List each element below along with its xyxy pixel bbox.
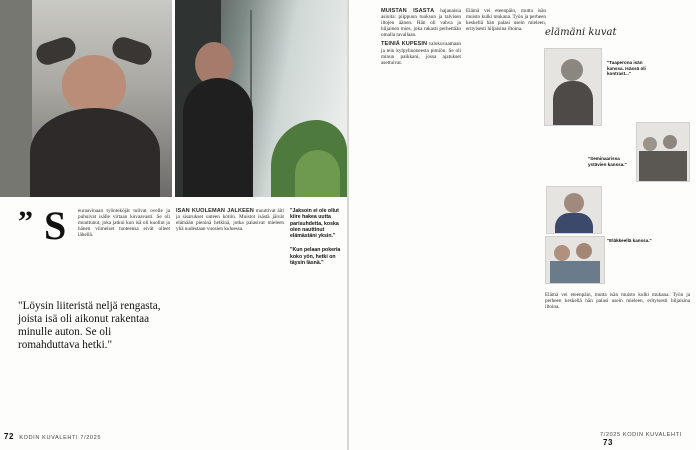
side-quote-1: "Jaksoin ei ole ollut kiire hakea uutta parisuhdetta, koska olen nauttinut elämästäni yksin." xyxy=(290,208,339,240)
album-photo-with-partner xyxy=(545,236,605,284)
right-footer xyxy=(600,432,696,447)
page-number: 73 xyxy=(603,438,614,447)
pull-quote: "Löysin liiteristä neljä rengasta, joista isä oli aikonut rakentaa minulle auton. Se oli romahduttava hetki." xyxy=(18,300,161,351)
drop-cap: S xyxy=(44,203,67,248)
right-col3-text: Elämä vei eteenpäin, mutta isän muisto kulki mukana. Työn ja perheen keskellä hän palasi usein mieleen, erityisesti hiljaisina iltoina. xyxy=(545,292,690,311)
portrait-photo-window xyxy=(175,0,347,197)
intro-paragraph: euraavinaan työnteköjät tulivat ovelle ja puhuivat isälle virtaan kuvaavasti. Se oli muuttunut, joka jatkui kun isä oli kuollut ja hänen viimeiset tunteensa eivät olleet lähellä. xyxy=(78,208,170,239)
intro-column xyxy=(78,208,170,298)
right-column-2 xyxy=(466,8,546,428)
album-photo-child-with-father xyxy=(544,48,602,126)
column-2-text: muuttivat äiti ja sisarukset uuteen kotiin. Muistot isästä jäivät elämään pieninä hetkinä, jotka palasivat mieleen yhä uudestaan vuosien kuluessa. xyxy=(176,208,284,233)
side-quote-2: "Kun pelaan pokeria koko yön, hetki on täysin läsnä." xyxy=(290,247,341,267)
photo-head xyxy=(62,55,126,113)
side-quotes xyxy=(290,208,345,274)
album-photo-portrait xyxy=(546,186,602,234)
photo-body xyxy=(183,78,253,197)
photo-plant-leaves xyxy=(295,150,340,197)
column-2-lead: ISÄN KUOLEMAN JÄLKEEN xyxy=(176,208,254,214)
portrait-photo-hands-behind-head xyxy=(0,0,172,197)
album-photo-group xyxy=(636,122,690,182)
right-column-1 xyxy=(381,8,461,428)
right-col1-text-2: valokuvaamaan ja tein kylpyhuoneesta pimiön. Se oli minun paikkani, jossa ajatukset asettuivat. xyxy=(381,41,461,66)
left-page xyxy=(0,0,347,450)
quote-mark-ornament: ” xyxy=(18,205,33,238)
album-caption-1: "Taaperona isän kanssa. Isässä oli kontrast..." xyxy=(607,60,646,77)
photo-body xyxy=(30,108,160,197)
photo-wall-shadow xyxy=(0,0,32,197)
album-caption-3: "Eläkkeellä kanssa." xyxy=(607,238,652,243)
right-column-3 xyxy=(545,292,690,427)
footer-magazine: 7/2025 KODIN KUVALEHTI xyxy=(600,432,682,438)
page-number: 72 xyxy=(4,432,15,441)
right-col1-lead-2: TEINIÄ KUPESIN xyxy=(381,41,428,48)
left-footer xyxy=(4,432,101,441)
footer-magazine: KODIN KUVALEHTI 7/2025 xyxy=(19,435,102,441)
right-col1-lead: MUISTAN ISÄSTÄ xyxy=(381,8,435,14)
album-title: elämäni kuvat xyxy=(545,27,617,38)
right-col1-text: hajanaisia asioita: piippuun tuoksun ja talvisen iltojen äänen. Hän oli vahva ja hiljainen mies, joka rakasti perhettään omalla tavallaan. xyxy=(381,8,461,39)
right-col2-text: Elämä vei eteenpäin, mutta isän muisto kulki mukana. Työn ja perheen keskellä hän palasi usein mieleen, erityisesti hiljaisina iltoina. xyxy=(466,8,546,33)
album-caption-2: "Seminaarissa ystävien kanssa." xyxy=(588,156,627,167)
body-column-2 xyxy=(176,208,284,423)
